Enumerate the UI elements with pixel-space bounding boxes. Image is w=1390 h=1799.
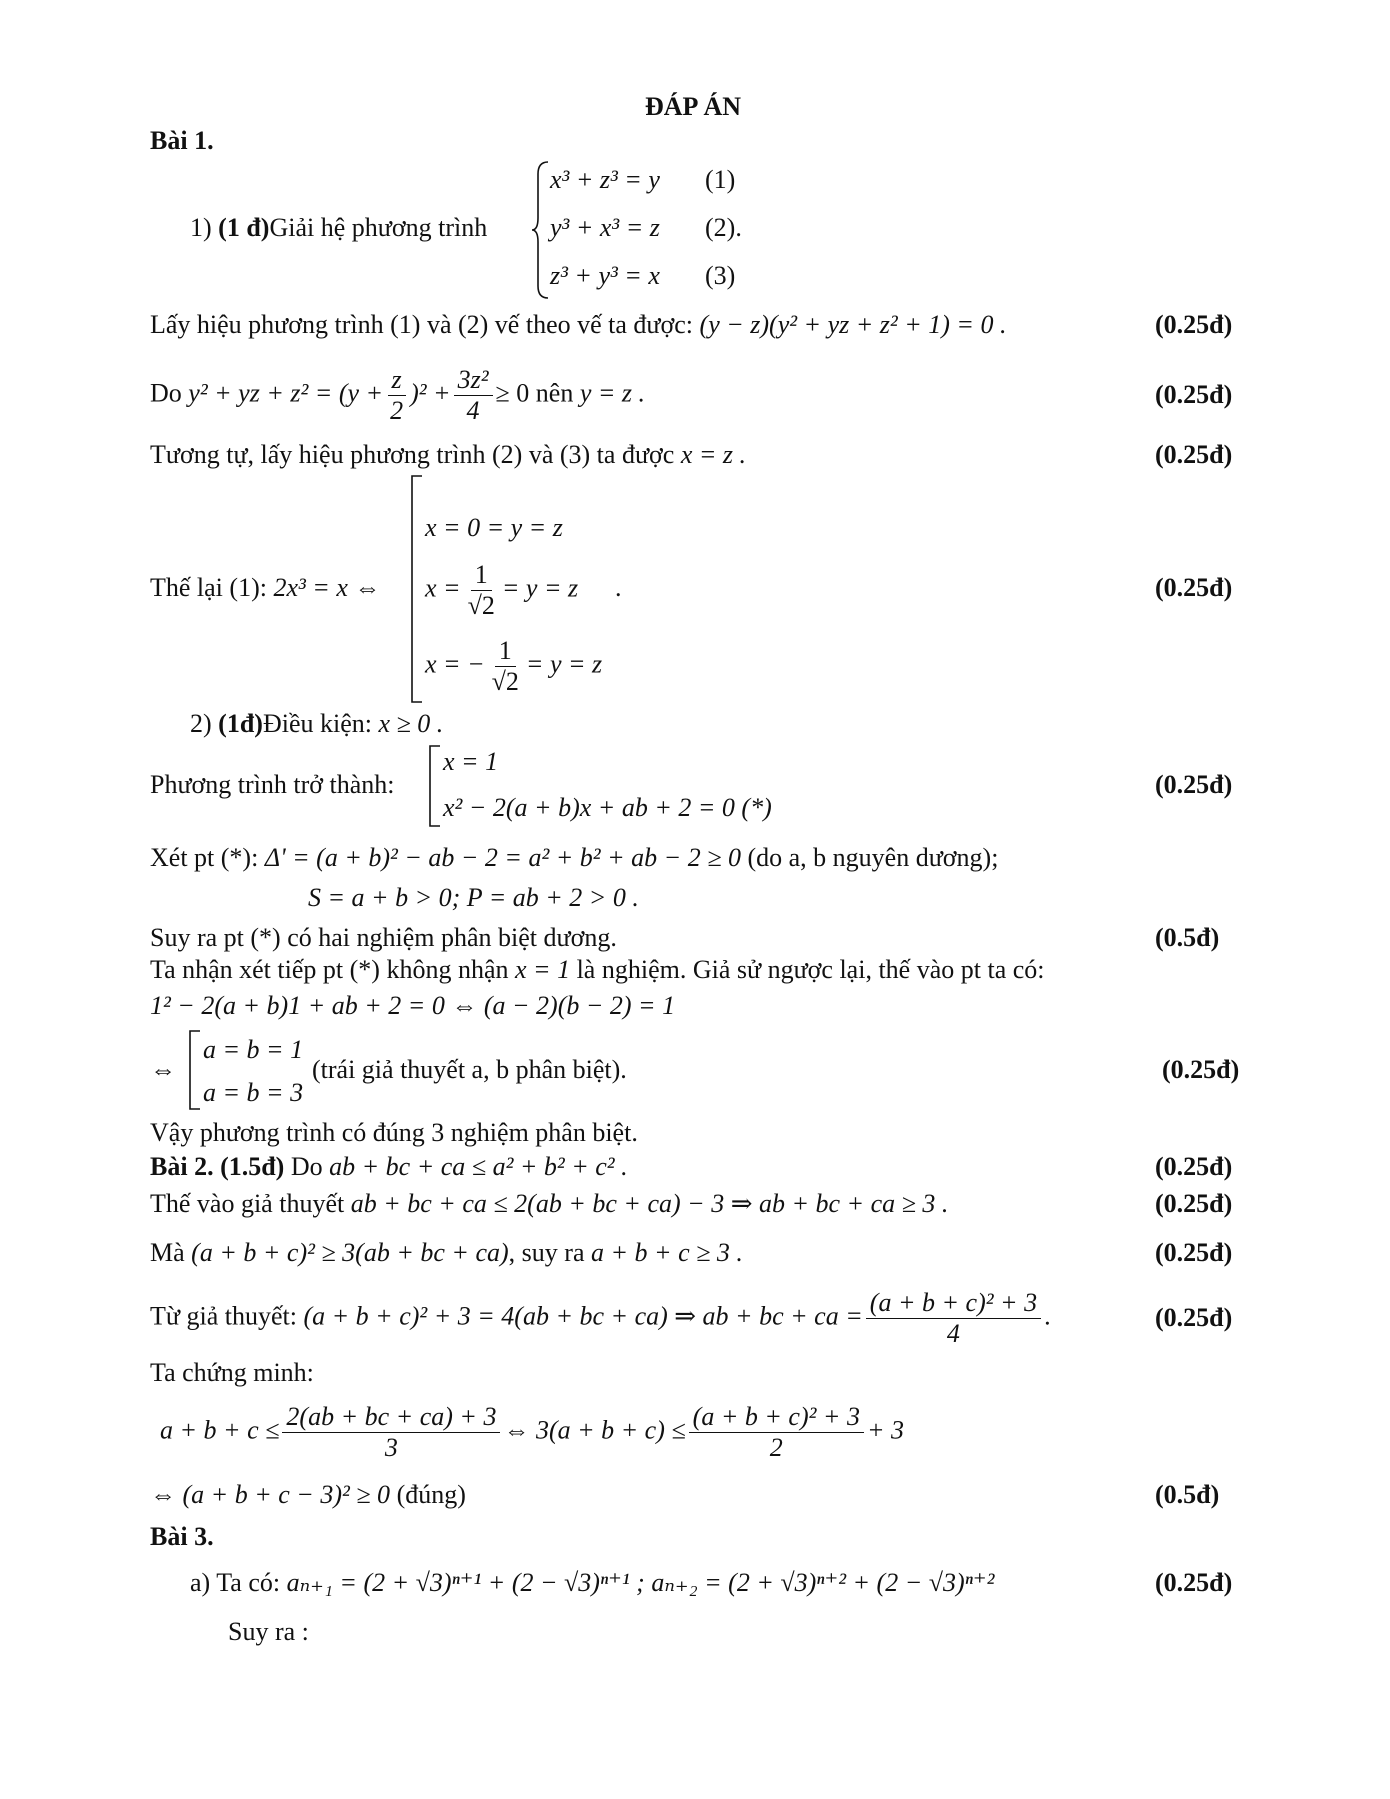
score: (0.25đ) (1155, 380, 1233, 409)
text: Do (150, 378, 189, 408)
text: nên (529, 378, 580, 408)
bai1-line-6: Phương trình trở thành: (150, 770, 395, 799)
bai1-heading: Bài 1. (150, 126, 214, 155)
bai3-part-a: a) Ta có: aₙ₊₁ = (2 + √3)ⁿ⁺¹ + (2 − √3)ⁿ⁺¹ ; aₙ₊₂ = (2 + √3)ⁿ⁺² + (2 − √3)ⁿ⁺² (190, 1568, 995, 1597)
bai2-line-4: Từ giả thuyết: (a + b + c)² + 3 = 4(ab + bc + ca) ⇒ ab + bc + ca = $\frac{\text{(a + b + c)² + 3}}{4}$ . (150, 1288, 1051, 1348)
text: Lấy hiệu phương trình (1) và (2) vế theo vế ta được: (150, 310, 700, 339)
period: . (615, 573, 622, 602)
bai1-line-2 (150, 365, 645, 426)
system-num-3: (3) (705, 261, 736, 290)
bai1-line-12: (trái giả thuyết a, b phân biệt). (312, 1055, 627, 1084)
bai2-line-3: Mà (a + b + c)² ≥ 3(ab + bc + ca), suy ra a + b + c ≥ 3 . (150, 1238, 743, 1267)
bai2-line-7: ⇔ (a + b + c − 3)² ≥ 0 (đúng) (150, 1480, 466, 1509)
cases-bracket (410, 475, 424, 703)
bai1-line-7: Xét pt (*): Δ' = (a + b)² − ab − 2 = a² + b² + ab − 2 ≥ 0 (do a, b nguyên dương); (150, 843, 999, 872)
fraction: $\frac{\text{3z²}}{4}$ (454, 365, 493, 426)
fraction: $\frac{z}{2}$ (386, 365, 407, 426)
math: x = z . (680, 440, 747, 469)
arrow: ⇔ (150, 1055, 176, 1084)
score: (0.25đ) (1155, 770, 1233, 799)
math: y² + yz + z² = (y + (188, 378, 384, 408)
text: Tương tự, lấy hiệu phương trình (2) và (3) ta được (150, 440, 681, 469)
system-brace (530, 160, 552, 300)
case-1: a = b = 1 (203, 1035, 304, 1064)
math: ≥ 0 (495, 378, 530, 408)
case-2: a = b = 3 (203, 1078, 304, 1107)
bai2-line-1: Bài 2. (1.5đ) Do ab + bc + ca ≤ a² + b² + c² . (150, 1152, 628, 1181)
bai3-suy-ra: Suy ra : (228, 1617, 309, 1646)
system-eq-2: y³ + x³ = z (550, 213, 660, 242)
page-title: ĐÁP ÁN (645, 92, 742, 121)
score: (0.25đ) (1162, 1055, 1240, 1084)
bai1-line-10: Ta nhận xét tiếp pt (*) không nhận x = 1 là nghiệm. Giả sử ngược lại, thế vào pt ta có: (150, 955, 1045, 984)
system-eq-1: x³ + z³ = y (550, 165, 660, 194)
score: (0.5đ) (1155, 1480, 1220, 1509)
case-2: x = $\frac{1}{√2}$ = y = z (425, 560, 579, 620)
bai1-line-9: Suy ra pt (*) có hai nghiệm phân biệt dương. (150, 923, 617, 952)
part-label: 1) (190, 213, 219, 242)
text: Thế lại (1): (150, 573, 274, 602)
bai1-line-3 (150, 440, 746, 470)
case-3: x = − $\frac{1}{√2}$ = y = z (425, 636, 603, 696)
cases-bracket (188, 1030, 202, 1110)
math: 2x³ = x ⇔ (273, 573, 381, 602)
score: (0.25đ) (1155, 1303, 1233, 1332)
score: (0.25đ) (1155, 1152, 1233, 1181)
part-points: (1 đ) (218, 213, 270, 242)
part-text: Giải hệ phương trình (269, 213, 488, 242)
bai1-line-1 (150, 310, 1006, 340)
score: (0.25đ) (1155, 440, 1233, 469)
bai1-part1-prompt (190, 213, 487, 243)
system-num-1: (1) (705, 165, 736, 194)
math: (y − z)(y² + yz + z² + 1) = 0 . (699, 310, 1007, 339)
cases-bracket (428, 745, 442, 827)
math: y = z . (579, 378, 646, 408)
bai1-line-11: 1² − 2(a + b)1 + ab + 2 = 0 ⇔ (a − 2)(b − 2) = 1 (150, 991, 676, 1020)
bai1-part2-prompt: 2) (1đ)Điều kiện: x ≥ 0 . (190, 709, 444, 738)
bai1-line-4 (150, 573, 380, 603)
system-eq-3: z³ + y³ = x (550, 261, 660, 290)
bai1-line-8: S = a + b > 0; P = ab + 2 > 0 . (308, 883, 639, 912)
math: )² + (410, 378, 451, 408)
bai3-heading: Bài 3. (150, 1522, 214, 1551)
bai2-line-5: Ta chứng minh: (150, 1358, 314, 1387)
system-num-2: (2). (705, 213, 742, 242)
score: (0.25đ) (1155, 573, 1233, 602)
score: (0.25đ) (1155, 1238, 1233, 1267)
score: (0.25đ) (1155, 1568, 1233, 1597)
case-1: x = 1 (443, 747, 499, 776)
case-2: x² − 2(a + b)x + ab + 2 = 0 (*) (443, 793, 772, 822)
score: (0.25đ) (1155, 310, 1233, 339)
bai1-line-13: Vậy phương trình có đúng 3 nghiệm phân biệt. (150, 1118, 638, 1147)
bai2-line-2: Thế vào giả thuyết ab + bc + ca ≤ 2(ab + bc + ca) − 3 ⇒ ab + bc + ca ≥ 3 . (150, 1189, 949, 1218)
score: (0.25đ) (1155, 1189, 1233, 1218)
case-1: x = 0 = y = z (425, 513, 563, 542)
bai2-line-6: a + b + c ≤ $\frac{2(ab + bc + ca) + 3}{3}$ ⇔ 3(a + b + c) ≤ $\frac{\text{(a + b + c)² + 3}}{2}$ + 3 (160, 1402, 904, 1462)
score: (0.5đ) (1155, 923, 1220, 952)
